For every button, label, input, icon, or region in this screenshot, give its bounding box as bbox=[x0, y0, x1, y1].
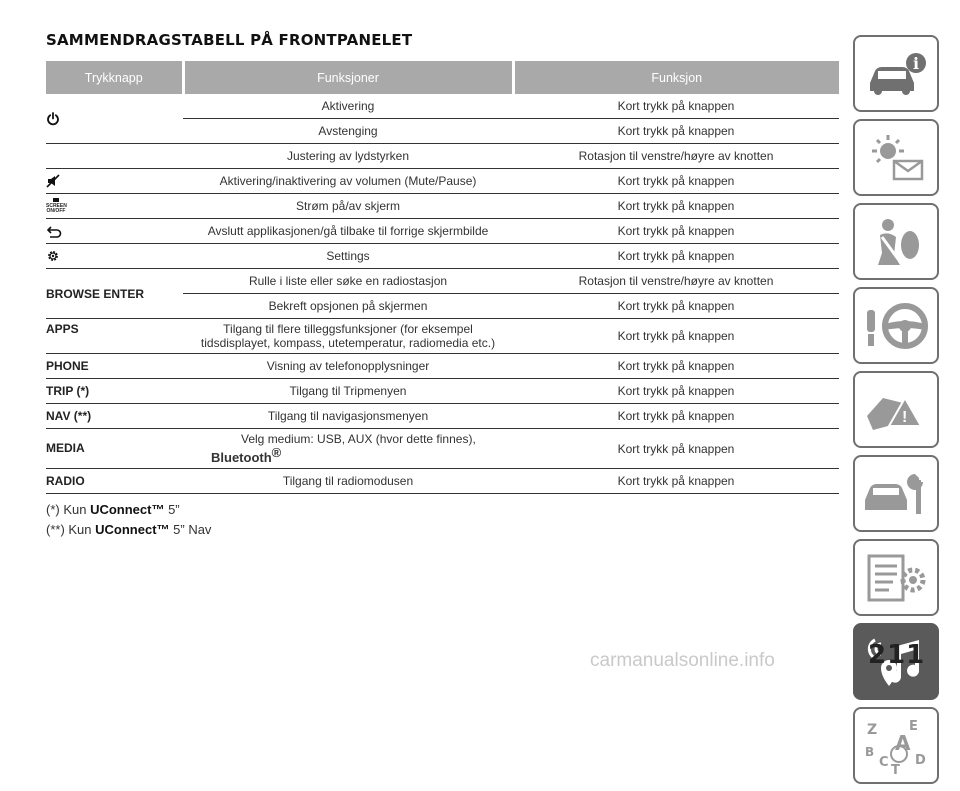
table-row bbox=[46, 269, 839, 294]
footnote-uconnect-5-nav bbox=[46, 522, 211, 537]
tab-warning-lights[interactable] bbox=[853, 119, 939, 196]
action-cell: Rotasjon til venstre/høyre av knotten bbox=[513, 269, 839, 294]
function-cell: Bekreft opsjonen på skjermen bbox=[183, 294, 513, 319]
function-cell: Tilgang til radiomodusen bbox=[183, 469, 513, 494]
svg-text:C: C bbox=[879, 754, 889, 770]
back-arrow-icon bbox=[46, 226, 62, 238]
tab-index[interactable] bbox=[853, 707, 939, 784]
table-row bbox=[46, 219, 839, 244]
action-cell: Kort trykk på knappen bbox=[513, 404, 839, 429]
page-title: SAMMENDRAGSTABELL PÅ FRONTPANELET bbox=[46, 31, 413, 49]
car-info-icon bbox=[864, 49, 928, 99]
table-row bbox=[46, 404, 839, 429]
gear-icon bbox=[46, 249, 60, 263]
safety-icon bbox=[864, 215, 928, 269]
nav-key: NAV (**) bbox=[46, 404, 183, 429]
function-cell: Aktivering/inaktivering av volumen (Mute/Pause) bbox=[183, 169, 513, 194]
table-row bbox=[46, 94, 839, 119]
function-cell: Tilgang til Tripmenyen bbox=[183, 379, 513, 404]
svg-text:B: B bbox=[865, 744, 875, 759]
power-key bbox=[46, 94, 183, 144]
function-cell: Aktivering bbox=[183, 94, 513, 119]
function-cell bbox=[183, 319, 513, 354]
header-trykknapp: Trykknapp bbox=[46, 61, 183, 94]
volume-key bbox=[46, 144, 183, 169]
action-cell: Kort trykk på knappen bbox=[513, 429, 839, 469]
screen-icon-label-onoff: ON/OFF bbox=[46, 208, 66, 214]
function-cell: Visning av telefonopplysninger bbox=[183, 354, 513, 379]
footnote-uconnect-5 bbox=[46, 502, 180, 517]
function-cell: Rulle i liste eller søke en radiostasjon bbox=[183, 269, 513, 294]
svg-text:A: A bbox=[895, 730, 911, 755]
svg-text:D: D bbox=[915, 752, 926, 768]
action-cell: Kort trykk på knappen bbox=[513, 379, 839, 404]
table-row bbox=[46, 319, 839, 354]
apps-func-line2: tidsdisplayet, kompass, utetemperatur, radiomedia etc.) bbox=[200, 336, 496, 350]
svg-text:Z: Z bbox=[867, 721, 878, 738]
action-cell: Kort trykk på knappen bbox=[513, 354, 839, 379]
tab-technical-data[interactable] bbox=[853, 539, 939, 616]
function-cell: Avslutt applikasjonen/gå tilbake til forrige skjermbilde bbox=[183, 219, 513, 244]
footnote-brand: UConnect™ bbox=[90, 502, 165, 517]
media-func-bluetooth: Bluetooth bbox=[211, 450, 272, 465]
media-func-line1: Velg medium: USB, AUX (hvor dette finnes), bbox=[241, 432, 476, 446]
browse-enter-key: BROWSE ENTER bbox=[46, 269, 183, 319]
function-cell: Justering av lydstyrken bbox=[183, 144, 513, 169]
function-cell: Settings bbox=[183, 244, 513, 269]
function-cell: Tilgang til navigasjonsmenyen bbox=[183, 404, 513, 429]
tab-car-info[interactable] bbox=[853, 35, 939, 112]
action-cell: Kort trykk på knappen bbox=[513, 94, 839, 119]
trip-key: TRIP (*) bbox=[46, 379, 183, 404]
screen-onoff-icon bbox=[46, 198, 66, 214]
table-row bbox=[46, 469, 839, 494]
header-funksjoner: Funksjoner bbox=[183, 61, 513, 94]
action-cell: Kort trykk på knappen bbox=[513, 244, 839, 269]
function-cell: Avstenging bbox=[183, 119, 513, 144]
table-header-row bbox=[46, 61, 839, 94]
table-row bbox=[46, 194, 839, 219]
back-key bbox=[46, 219, 183, 244]
tab-maintenance[interactable] bbox=[853, 455, 939, 532]
media-key: MEDIA bbox=[46, 429, 183, 469]
tab-emergency[interactable] bbox=[853, 371, 939, 448]
footnote-suffix: 5” bbox=[164, 502, 180, 517]
function-cell: Strøm på/av skjerm bbox=[183, 194, 513, 219]
technical-data-icon bbox=[861, 550, 931, 606]
footnote-prefix: (*) Kun bbox=[46, 502, 91, 517]
action-cell: Kort trykk på knappen bbox=[513, 194, 839, 219]
header-funksjon: Funksjon bbox=[513, 61, 839, 94]
watermark: carmanualsonline.info bbox=[590, 650, 775, 671]
table-row bbox=[46, 354, 839, 379]
summary-table bbox=[46, 61, 839, 494]
tab-steering[interactable] bbox=[853, 287, 939, 364]
footnote-prefix: (**) Kun bbox=[46, 522, 96, 537]
svg-text:E: E bbox=[909, 718, 918, 734]
svg-text:!: ! bbox=[902, 408, 908, 426]
screen-key bbox=[46, 194, 183, 219]
function-cell bbox=[183, 429, 513, 469]
table-row bbox=[46, 429, 839, 469]
index-icon bbox=[861, 716, 931, 776]
apps-func-line1: Tilgang til flere tilleggsfunksjoner (for eksempel bbox=[223, 322, 473, 336]
page-number: 211 bbox=[868, 640, 926, 670]
phone-key: PHONE bbox=[46, 354, 183, 379]
settings-key bbox=[46, 244, 183, 269]
mute-key bbox=[46, 169, 183, 194]
action-cell: Kort trykk på knappen bbox=[513, 119, 839, 144]
maintenance-icon bbox=[861, 466, 931, 522]
mute-icon bbox=[46, 174, 60, 188]
svg-text:T: T bbox=[891, 762, 900, 776]
tab-safety[interactable] bbox=[853, 203, 939, 280]
warning-lights-icon bbox=[864, 131, 928, 185]
table-row bbox=[46, 379, 839, 404]
steering-icon bbox=[861, 298, 931, 354]
footnote-brand: UConnect™ bbox=[95, 522, 170, 537]
apps-key: APPS bbox=[46, 319, 183, 354]
registered-mark: ® bbox=[271, 445, 282, 460]
svg-text:i: i bbox=[913, 53, 920, 73]
table-row bbox=[46, 144, 839, 169]
action-cell: Kort trykk på knappen bbox=[513, 469, 839, 494]
power-icon bbox=[46, 112, 60, 126]
table-row bbox=[46, 169, 839, 194]
action-cell: Kort trykk på knappen bbox=[513, 319, 839, 354]
action-cell: Kort trykk på knappen bbox=[513, 169, 839, 194]
screen-icon-label: SCREEN bbox=[46, 203, 67, 209]
table-row bbox=[46, 244, 839, 269]
action-cell: Kort trykk på knappen bbox=[513, 219, 839, 244]
emergency-icon bbox=[861, 382, 931, 438]
radio-key: RADIO bbox=[46, 469, 183, 494]
action-cell: Rotasjon til venstre/høyre av knotten bbox=[513, 144, 839, 169]
footnote-suffix: 5” Nav bbox=[169, 522, 212, 537]
action-cell: Kort trykk på knappen bbox=[513, 294, 839, 319]
